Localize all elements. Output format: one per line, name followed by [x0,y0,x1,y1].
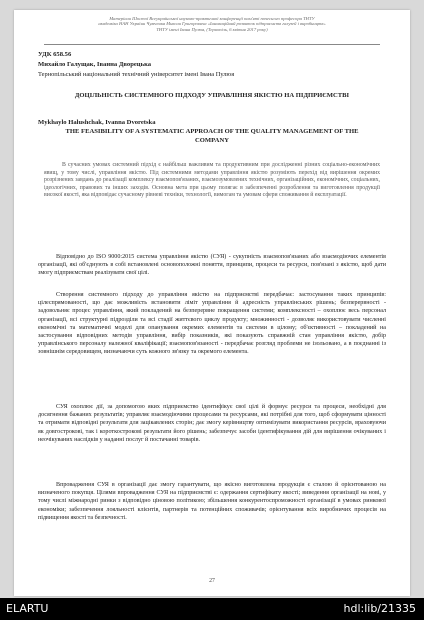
title-english: THE FEASIBILITY OF A SYSTEMATIC APPROACH OF THE QUALITY MANAGEMENT OF THE COMPANY [65,128,359,144]
body-paragraph: Відповідно до ISO 9000:2015 система управління якістю (СУЯ) - сукупність взаємопов'язаних або взаємодіючих елементів організації, які об'єднують в собі встановлені основоположні поняття, принципи, процеси та ресурси, пов'язані з якістю, щоб дати змогу підприємствам реалізувати свої цілі. [38,254,386,277]
handle-id: hdl:lib/21335 [343,602,416,615]
udk-code: УДК 658.56 [38,51,72,58]
header-divider [44,44,380,45]
conference-header [44,16,380,32]
repository-name: ELARTU [6,602,49,615]
body-paragraph: СУЯ охоплює дії, за допомогою яких підприємство ідентифікує свої цілі й формує ресурси та процеси, необхідні для досягнення бажаних результатів; управляє взаємодіючими процесами та ресурсами, які потрібні для того, щоб сформувати цінності та отримати відповідні результати для зацікавлених сторін; дає змогу керівництву оптимізувати використання ресурсів, враховуючи як довгострокові, так і короткострокові результати його рішень; забезпечує засоби ідентифікування дій для вирішення очікуваних і неочікуваних наслідків у наданні послуг й постачанні товарів. [38,404,386,443]
header-line-1: Матеріали Шостої Всеукраїнської науково-практичної конференції пам'яті почесного професора ТНТУ [109,16,315,21]
body-paragraph: Створення системного підходу до управління якістю на підприємстві передбачає: застосування таких принципів: цілеспрямованості, що дає можливість встановити ліміт управління й адресність управлінських рішень; безперервності - задовольняє процес управління, який покладений на безперервне покращення системи; комплексності – охоплює весь персонал організації, всі структурні підрозділи та всі стадії життєвого циклу продукту; множинності - дозволяє використовувати численні економічні та математичні моделі для опанування окремих елементів та системи в цілому; об'єктивності – покладений на застосування відповідних методів управління, вибір показників, які показують справжній стан управління якістю, добір управлінського персоналу належної кваліфікації; взаємопов'язаності - передбачає розгляд проблеми не ізольовано, а в поєднанні із зовнішнім середовищем, визначаючи суть кожного зв'язку та окремого елемента. [38,292,386,356]
header-line-2: академіка НАН України Чумченка Миколи Григоровича «Інноваційний розвиток підприємств галузей і виробництв» [98,21,326,27]
title-ukrainian: ДОЦІЛЬНІСТЬ СИСТЕМНОГО ПІДХОДУ УПРАВЛІННЯ ЯКІСТЮ НА ПІДПРИЄМСТВІ [74,92,350,99]
affiliation: Тернопільський національний технічний університет імені Івана Пулюя [38,71,235,78]
authors-english: Mykhaylo Halushchak, Ivanna Dvoretska [38,119,156,126]
repository-footer [0,598,424,620]
authors-ukrainian: Михайло Галущак, Іванна Дворецька [38,61,152,68]
page-number: 27 [209,578,215,584]
header-line-3: ТНТУ імені Івана Пулюя, (Тернопіль, 6 квітня 2017 року) [156,26,268,32]
document-page [14,10,410,596]
abstract: В сучасних умовах системний підхід є найбільш важливим та продуктивним при дослідженні різних соціально-економічних явищ, у тому числі, управління якістю. Під системними методами управління якістю розуміють перехід від вирішення окремих розрізнених завдань до реалізації комплексу взаємопов'язаних, взаємозумовлених технічних, організаційних, економічних, соціальних, ідеологічних, правових та інших заходів. Основна мета при цьому полягає в забезпеченні розроблення та виготовлення продукції високої якості, яка відповідає сучасному рівневі техніки, технології, вимогам та умовам сфери споживання й експлуатації. [44,162,380,198]
body-paragraph: Впровадження СУЯ в організації дає змогу гарантувати, що якісно виготовлена продукція є сталою й орієнтованою на визначеного покупця. Цілями впровадження СУЯ на підприємстві є: одержання сертифікату якості; виведення організації на нові, у тому числі міжнародні ринки з відповідно ціновою політикою; збільшення конкурентоспроможності організації в умовах ринкової економіки; забезпечення лояльності клієнтів, партнерів та потенційних споживачів; орієнтування всіх виробничих процесів на підвищення якості та безпечності. [38,482,386,521]
